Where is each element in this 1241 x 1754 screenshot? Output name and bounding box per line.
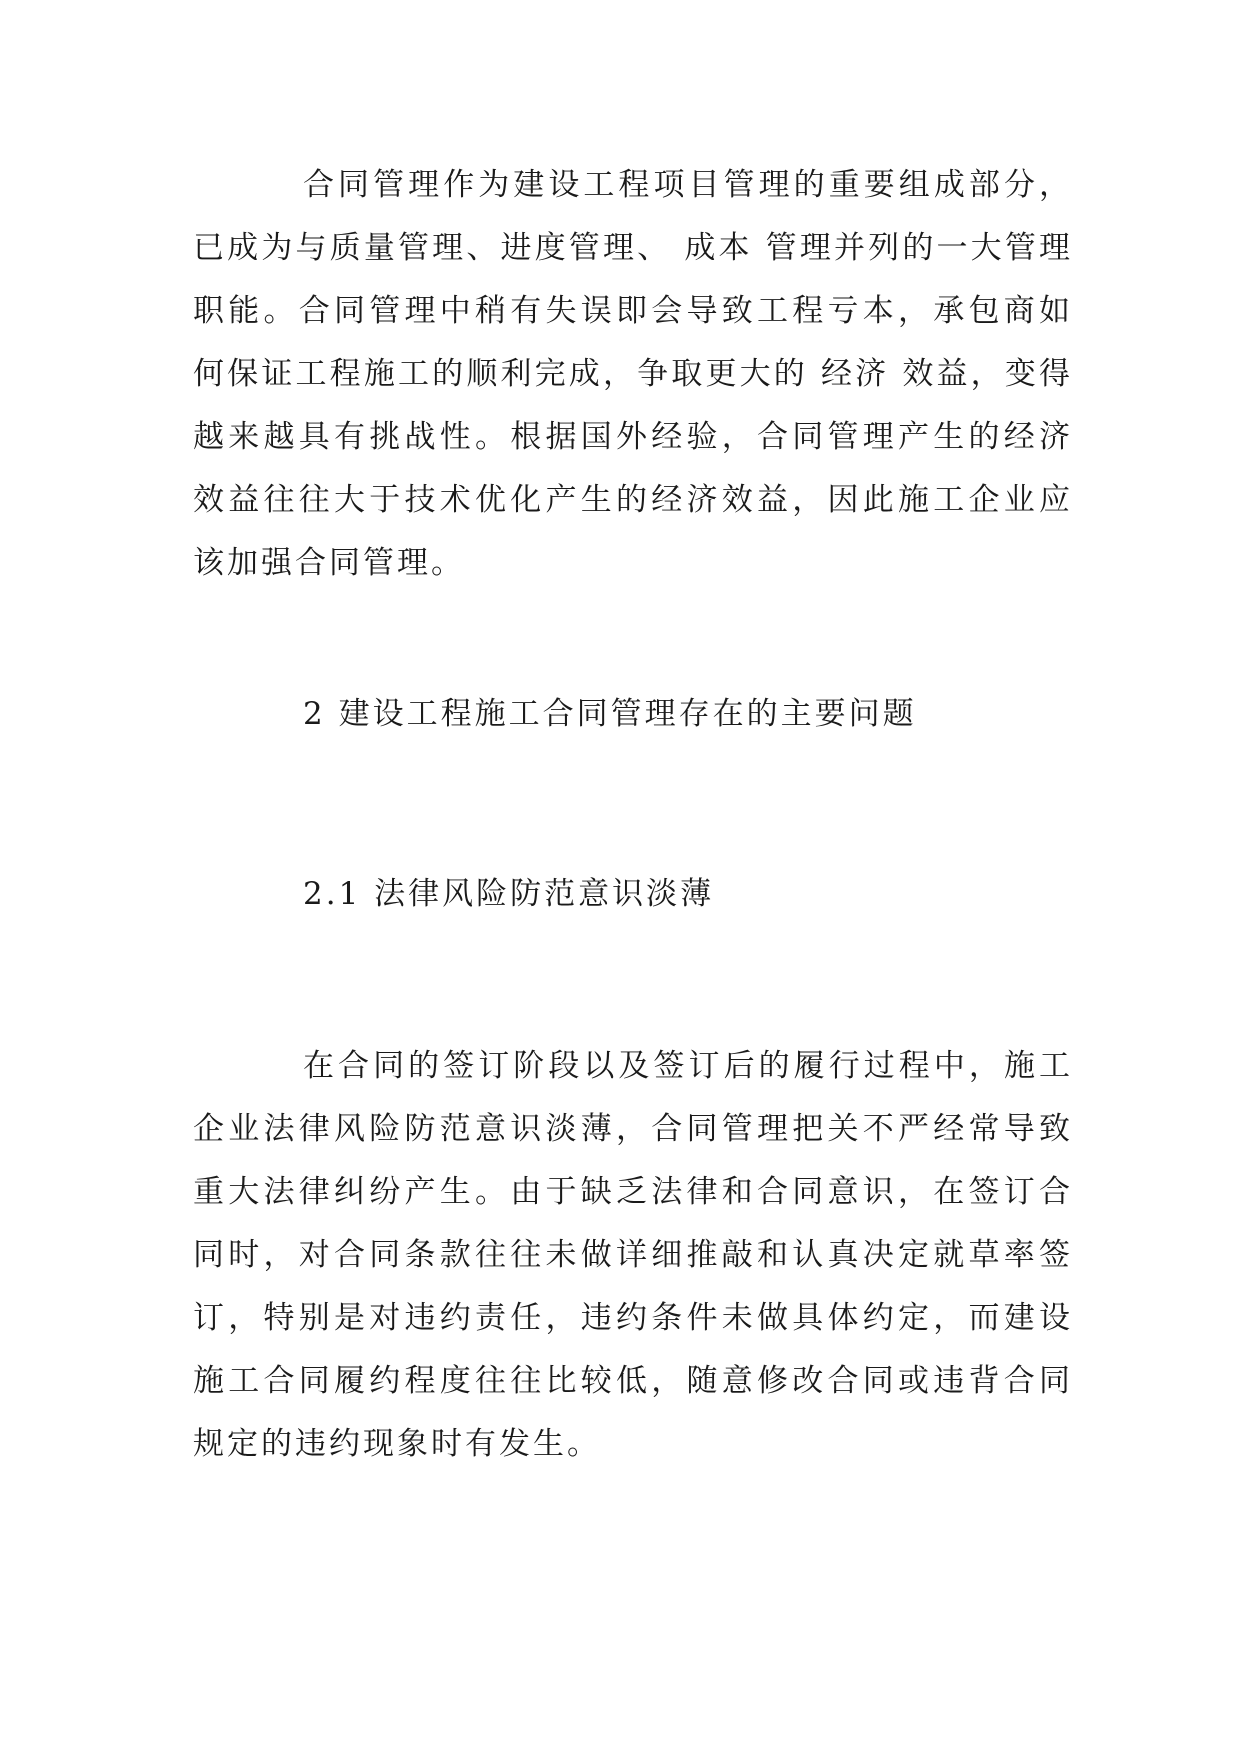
- body-paragraph-1: [193, 154, 1073, 595]
- subsection-heading-text: 2.1 法律风险防范意识淡薄: [303, 876, 715, 912]
- paragraph-text: 在合同的签订阶段以及签订后的履行过程中，施工企业法律风险防范意识淡薄，合同管理把关不严经常导致重大法律纠纷产生。由于缺乏法律和合同意识，在签订合同时，对合同条款往往未做详细推敲和认真决定就草率签订，特别是对违约责任，违约条件未做具体约定，而建设施工合同履约程度往往比较低，随意修改合同或违背合同规定的违约现象时有发生。: [193, 1048, 1073, 1462]
- section-heading-text: 2 建设工程施工合同管理存在的主要问题: [303, 696, 917, 732]
- body-paragraph-2: [193, 1035, 1073, 1476]
- paragraph-text: 合同管理作为建设工程项目管理的重要组成部分，已成为与质量管理、进度管理、 成本 管理并列的一大管理职能。合同管理中稍有失误即会导致工程亏本，承包商如何保证工程施工的顺利完成，争取更大的 经济 效益，变得越来越具有挑战性。根据国外经验，合同管理产生的经济效益往往大于技术优化产生的经济效益，因此施工企业应该加强合同管理。: [193, 167, 1073, 581]
- subsection-heading: [193, 863, 1073, 926]
- section-heading: [193, 683, 1073, 746]
